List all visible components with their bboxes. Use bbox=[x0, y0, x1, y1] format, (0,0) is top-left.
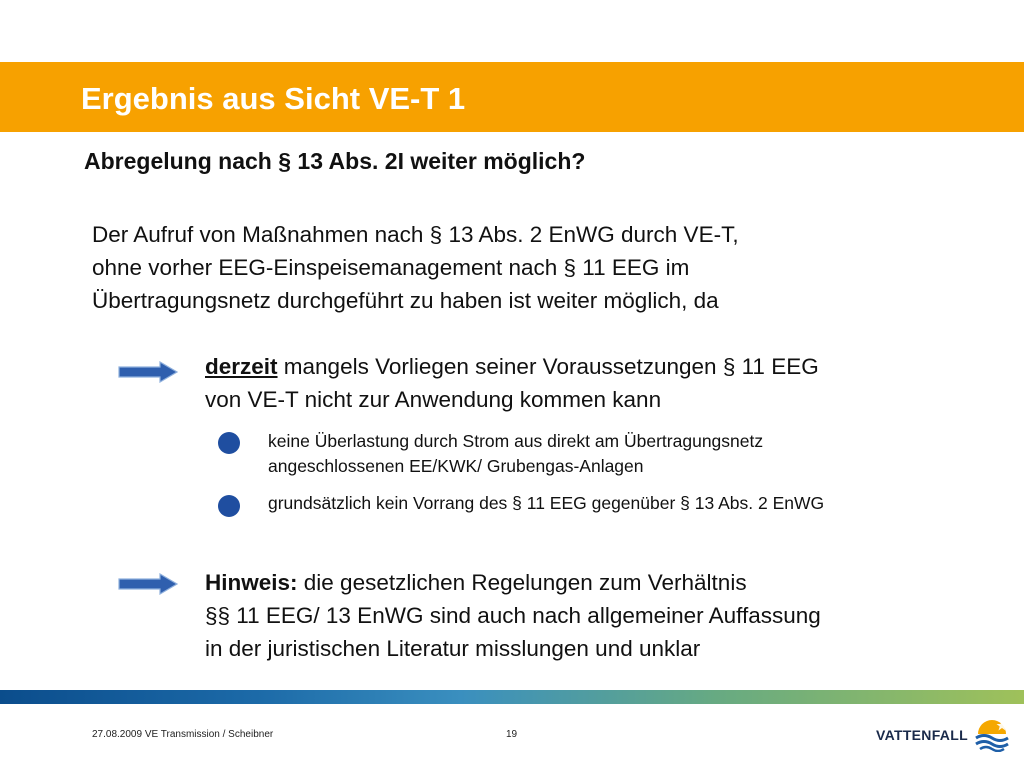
slide-subtitle: Abregelung nach § 13 Abs. 2I weiter möglich? bbox=[84, 148, 586, 174]
keyword-derzeit: derzeit bbox=[205, 354, 278, 379]
slide-title: Ergebnis aus Sicht VE-T 1 bbox=[81, 81, 466, 116]
point-line bbox=[205, 350, 819, 383]
right-arrow-icon bbox=[118, 573, 178, 595]
sub-bullet-line: keine Überlastung durch Strom aus direkt am Übertragungsnetz bbox=[268, 431, 764, 451]
point-line bbox=[205, 566, 821, 599]
page-number: 19 bbox=[506, 729, 518, 740]
sub-bullet-line: grundsätzlich kein Vorrang des § 11 EEG gegenüber § 13 Abs. 2 EnWG bbox=[268, 493, 825, 513]
point-text: mangels Vorliegen seiner Voraussetzungen § 11 EEG bbox=[277, 354, 819, 379]
point-line: in der juristischen Literatur misslungen und unklar bbox=[205, 636, 701, 661]
sub-bullet-item bbox=[268, 429, 763, 479]
point-text: die gesetzlichen Regelungen zum Verhältnis bbox=[297, 570, 747, 595]
right-arrow-icon bbox=[118, 361, 178, 383]
sub-bullet-line: angeschlossenen EE/KWK/ Grubengas-Anlagen bbox=[268, 456, 644, 476]
circle-bullet-icon bbox=[218, 495, 240, 517]
vattenfall-logo-text: VATTENFALL bbox=[876, 727, 968, 743]
footer-date-source: 27.08.2009 VE Transmission / Scheibner bbox=[92, 729, 274, 740]
footer-color-strip bbox=[0, 690, 1024, 704]
vattenfall-logo-icon bbox=[972, 716, 1012, 752]
sub-bullet-item bbox=[268, 491, 824, 516]
keyword-hinweis: Hinweis: bbox=[205, 570, 298, 595]
point-line: §§ 11 EEG/ 13 EnWG sind auch nach allgemeiner Auffassung bbox=[205, 603, 821, 628]
circle-bullet-icon bbox=[218, 432, 240, 454]
intro-paragraph bbox=[92, 218, 952, 317]
point-hinweis bbox=[205, 566, 821, 665]
point-derzeit bbox=[205, 350, 819, 416]
intro-line: ohne vorher EEG-Einspeisemanagement nach § 11 EEG im bbox=[92, 255, 690, 280]
point-line: von VE-T nicht zur Anwendung kommen kann bbox=[205, 387, 662, 412]
intro-line: Der Aufruf von Maßnahmen nach § 13 Abs. 2 EnWG durch VE-T, bbox=[92, 222, 739, 247]
intro-line: Übertragungsnetz durchgeführt zu haben ist weiter möglich, da bbox=[92, 288, 719, 313]
